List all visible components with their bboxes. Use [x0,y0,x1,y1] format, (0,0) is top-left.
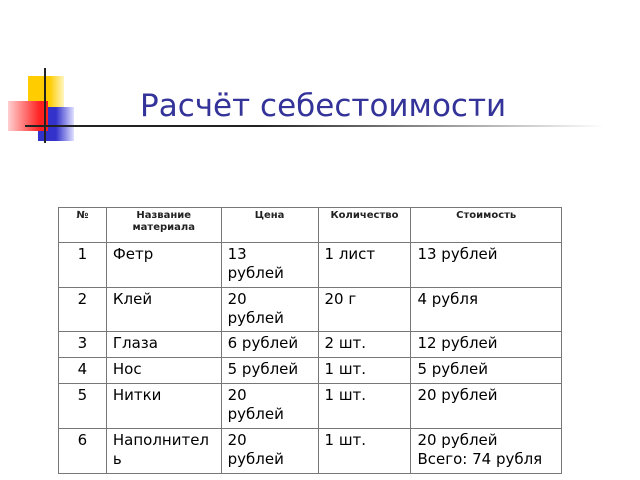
table-row [59,429,562,474]
cell-text: 1 шт. [324,360,367,378]
cell-text: Нос [112,360,142,378]
cell-text: 20 рублей [227,290,284,327]
cell-text: 12 рублей [417,334,498,352]
cell-material [106,358,221,384]
cell-quantity [318,384,411,429]
cell-number [59,288,107,332]
header-price: Цена [221,208,318,243]
cell-text: 20 рублей [417,431,498,449]
cell-text: Нитки [112,386,162,404]
cell-text: 1 шт. [324,431,367,449]
cost-table [58,207,562,474]
cell-material [106,429,221,474]
title-underline [25,125,605,127]
cell-text: 6 [77,431,88,449]
decor-vertical-line [44,68,46,143]
header-cost: Стоимость [411,208,562,243]
cell-text: 13 рублей [227,245,284,282]
cell-number [59,384,107,429]
cell-price [221,288,318,332]
cell-cost [411,358,562,384]
cell-cost [411,288,562,332]
cell-cost [411,384,562,429]
table-row [59,358,562,384]
cell-text: 13 рублей [417,245,498,263]
cell-number [59,429,107,474]
cell-text: 1 [77,245,88,263]
cell-text: Клей [112,290,153,308]
cell-cost [411,243,562,288]
cell-text: 20 рублей [227,386,284,423]
cell-text: 2 [77,290,88,308]
cell-number [59,332,107,358]
cell-text: 20 г [324,290,357,308]
cell-number [59,358,107,384]
table-row [59,243,562,288]
header-number: № [59,208,107,243]
cell-price [221,384,318,429]
table-row [59,332,562,358]
cell-price [221,243,318,288]
cell-cost [411,429,562,474]
cell-text: Глаза [112,334,158,352]
cell-text: 5 рублей [227,360,299,378]
cell-material [106,384,221,429]
cell-quantity [318,358,411,384]
cell-text: 2 шт. [324,334,367,352]
cell-text: 20 рублей [417,386,498,404]
cell-text: 1 шт. [324,386,367,404]
header-quantity: Количество [318,208,411,243]
cell-material [106,332,221,358]
cell-text: Наполнитель [112,431,210,468]
cell-material [106,243,221,288]
cell-text: Фетр [112,245,154,263]
cell-text: 4 [77,360,88,378]
cell-material [106,288,221,332]
table-header-row [59,208,562,243]
cell-text: 1 лист [324,245,376,263]
header-material: Название материала [106,208,221,243]
cell-cost [411,332,562,358]
cell-quantity [318,288,411,332]
cell-text: 6 рублей [227,334,299,352]
cell-text: 20 рублей [227,431,284,468]
slide-title: Расчёт себестоимости [140,88,507,124]
cell-price [221,332,318,358]
cell-text: 3 [77,334,88,352]
table-row [59,384,562,429]
table-row [59,288,562,332]
cell-text: 5 рублей [417,360,488,378]
cell-text: 5 [77,386,88,404]
cell-quantity [318,429,411,474]
total-cost: Всего: 74 рубля [417,450,543,468]
cell-quantity [318,243,411,288]
cell-price [221,358,318,384]
cell-number [59,243,107,288]
cell-text: 4 рубля [417,290,479,308]
cell-price [221,429,318,474]
cell-quantity [318,332,411,358]
